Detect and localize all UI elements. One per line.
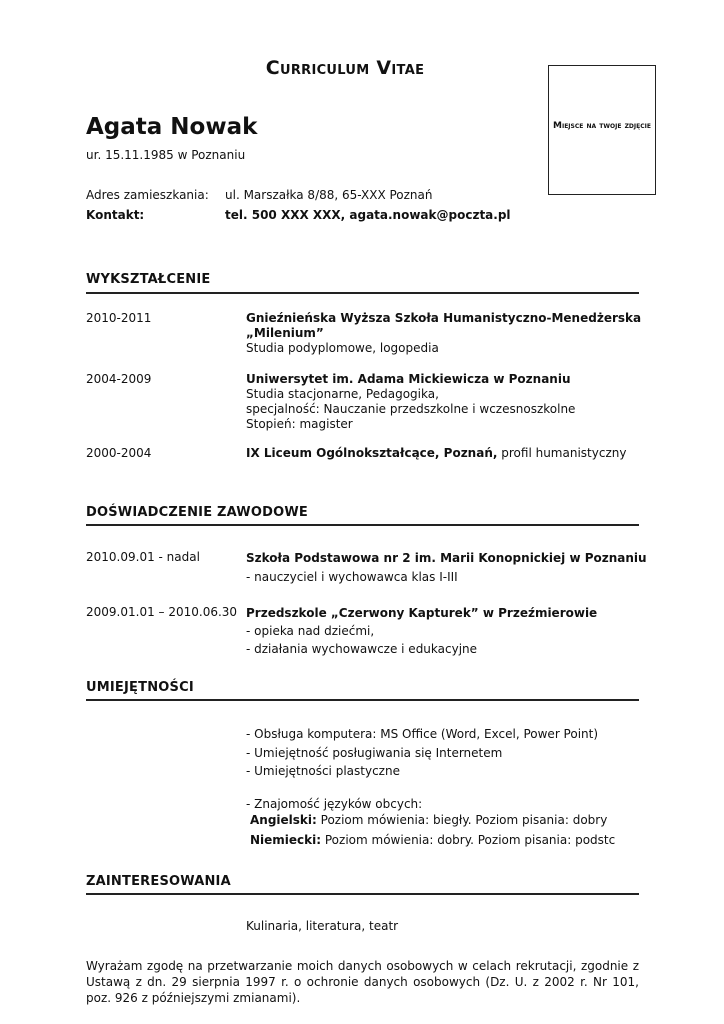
languages-list bbox=[250, 810, 615, 850]
experience-divider bbox=[86, 524, 639, 526]
interests-heading: ZAINTERESOWANIA bbox=[86, 874, 231, 889]
data-processing-consent: Wyrażam zgodę na przetwarzanie moich danych osobowych w celach rekrutacji, zgodnie z Ustawą z dn. 29 sierpnia 1997 r. o ochronie danych osobowych (Dz. U. z 2002 r. Nr 101, poz. 926 z późniejszymi zmianami). bbox=[86, 959, 639, 1005]
interests-text: Kulinaria, literatura, teatr bbox=[246, 919, 399, 933]
languages-intro: - Znajomość języków obcych: bbox=[246, 797, 423, 811]
candidate-name: Agata Nowak bbox=[86, 114, 258, 140]
education-entry bbox=[246, 311, 641, 356]
education-date: 2000-2004 bbox=[86, 446, 152, 460]
skills-heading: UMIEJĘTNOŚCI bbox=[86, 680, 194, 695]
education-divider bbox=[86, 292, 639, 294]
birth-info: ur. 15.11.1985 w Poznaniu bbox=[86, 148, 246, 162]
address-value: ul. Marszałka 8/88, 65-XXX Poznań bbox=[225, 188, 433, 202]
experience-entry bbox=[246, 604, 597, 658]
experience-heading: DOŚWIADCZENIE ZAWODOWE bbox=[86, 505, 308, 520]
education-date: 2004-2009 bbox=[86, 372, 152, 386]
education-entry bbox=[246, 446, 626, 461]
school-name: Uniwersytet im. Adama Mickiewicza w Poznaniu bbox=[246, 372, 571, 386]
school-name: Gnieźnieńska Wyższa Szkoła Humanistyczno-Menedżerska bbox=[246, 311, 642, 325]
education-entry bbox=[246, 372, 575, 432]
school-details: specjalność: Nauczanie przedszkolne i wczesnoszkolne bbox=[246, 402, 576, 416]
experience-date: 2010.09.01 - nadal bbox=[86, 550, 200, 564]
language-level: Poziom mówienia: biegły. Poziom pisania: dobry bbox=[316, 813, 608, 827]
school-profile: profil humanistyczny bbox=[497, 446, 627, 460]
school-details: Stopień: magister bbox=[246, 417, 353, 431]
document-title: Curriculum Vitae bbox=[265, 57, 425, 79]
photo-placeholder bbox=[548, 65, 656, 195]
photo-placeholder-label: Miejsce na twoje zdjęcie bbox=[553, 121, 651, 131]
school-name: IX Liceum Ogólnokształcące, Poznań, bbox=[246, 446, 498, 460]
language-item bbox=[250, 830, 615, 850]
duty-item: - nauczyciel i wychowawca klas I-III bbox=[246, 570, 458, 584]
school-details: Studia podyplomowe, logopedia bbox=[246, 341, 439, 355]
experience-entry bbox=[246, 549, 647, 587]
address-label: Adres zamieszkania: bbox=[86, 188, 209, 202]
experience-date: 2009.01.01 – 2010.06.30 bbox=[86, 605, 238, 619]
education-date: 2010-2011 bbox=[86, 311, 152, 325]
duty-item: - działania wychowawcze i edukacyjne bbox=[246, 642, 478, 656]
school-name-cont: „Milenium” bbox=[246, 326, 324, 340]
employer-name: Szkoła Podstawowa nr 2 im. Marii Konopnickiej w Poznaniu bbox=[246, 551, 647, 565]
education-heading: WYKSZTAŁCENIE bbox=[86, 272, 211, 287]
language-item bbox=[250, 810, 615, 830]
employer-name: Przedszkole „Czerwony Kapturek” w Przeźmierowie bbox=[246, 606, 598, 620]
duty-item: - opieka nad dziećmi, bbox=[246, 624, 375, 638]
language-level: Poziom mówienia: dobry. Poziom pisania: podstc bbox=[321, 833, 616, 847]
skills-divider bbox=[86, 699, 639, 701]
school-details: Studia stacjonarne, Pedagogika, bbox=[246, 387, 439, 401]
skill-item: - Obsługa komputera: MS Office (Word, Excel, Power Point) bbox=[246, 727, 599, 741]
skill-item: - Umiejętność posługiwania się Internetem bbox=[246, 745, 503, 760]
contact-value: tel. 500 XXX XXX, agata.nowak@poczta.pl bbox=[225, 208, 511, 222]
skill-item: - Umiejętności plastyczne bbox=[246, 764, 400, 778]
interests-divider bbox=[86, 893, 639, 895]
skills-list bbox=[246, 725, 598, 781]
language-name: Niemiecki: bbox=[250, 833, 322, 847]
contact-label: Kontakt: bbox=[86, 208, 145, 222]
language-name: Angielski: bbox=[250, 813, 317, 827]
